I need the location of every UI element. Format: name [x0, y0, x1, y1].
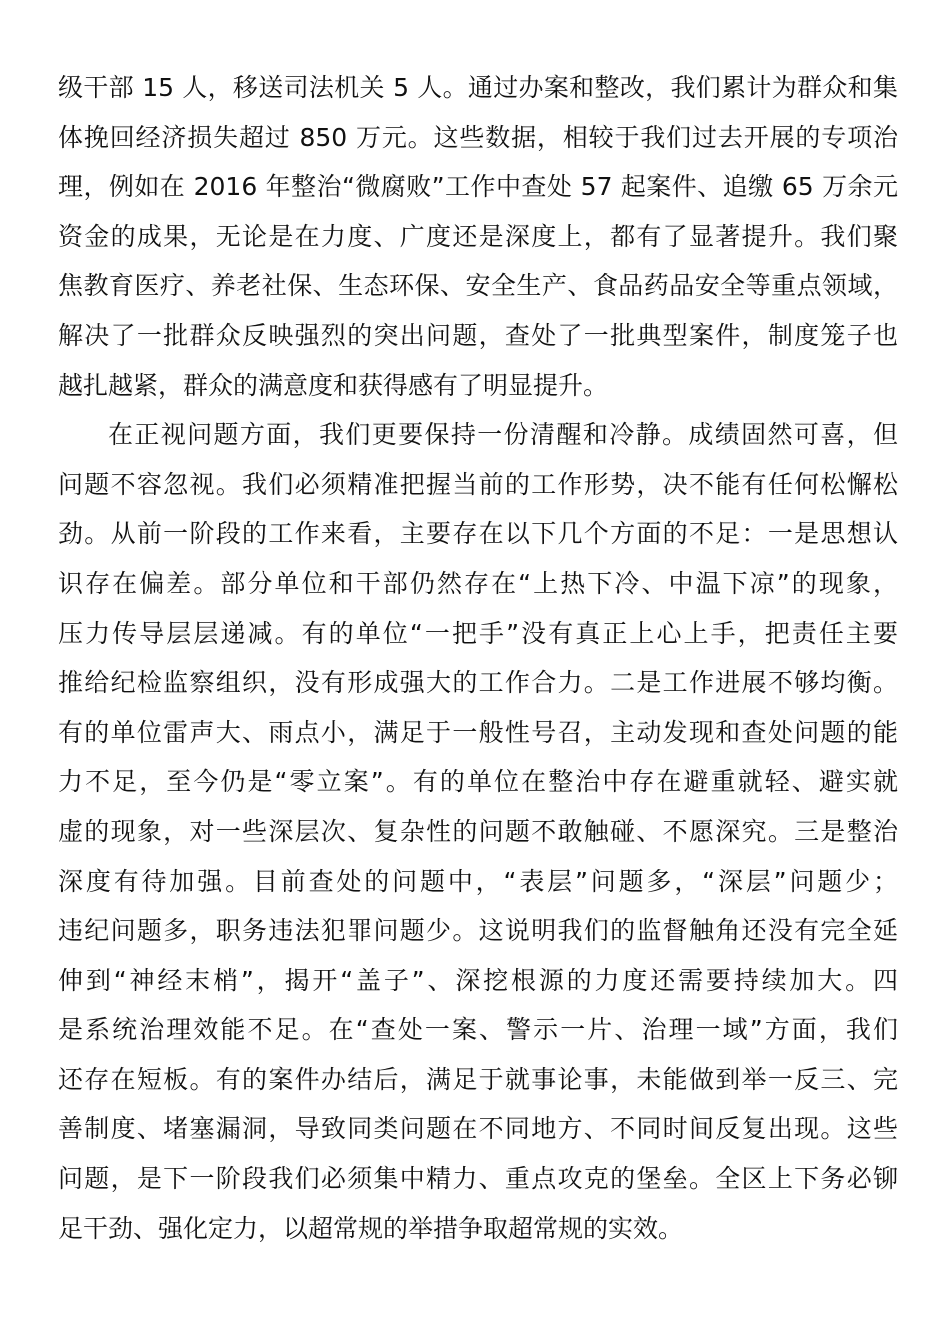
- text-line: 有的单位雷声大、雨点小，满足于一般性号召，主动发现和查处问题的能: [58, 717, 898, 747]
- text-line: 违纪问题多，职务违法犯罪问题少。这说明我们的监督触角还没有完全延: [58, 916, 898, 946]
- text-line: 解决了一批群众反映强烈的突出问题，查处了一批典型案件，制度笼子也: [58, 320, 898, 350]
- text-line: 深度有待加强。目前查处的问题中，“表层”问题多，“深层”问题少；: [58, 866, 898, 896]
- text-line: 善制度、堵塞漏洞，导致同类问题在不同地方、不同时间反复出现。这些: [58, 1114, 898, 1144]
- text-line: 越扎越紧，群众的满意度和获得感有了明显提升。: [58, 370, 609, 400]
- paragraph-1: [58, 63, 898, 410]
- text-line: 推给纪检监察组织，没有形成强大的工作合力。二是工作进展不够均衡。: [58, 668, 898, 698]
- text-line: 是系统治理效能不足。在“查处一案、警示一片、治理一域”方面，我们: [58, 1015, 898, 1045]
- text-line: 虚的现象，对一些深层次、复杂性的问题不敢触碰、不愿深究。三是整治: [58, 816, 898, 846]
- text-line: 压力传导层层递减。有的单位“一把手”没有真正上心上手，把责任主要: [58, 618, 898, 648]
- text-line: 识存在偏差。部分单位和干部仍然存在“上热下冷、中温下凉”的现象，: [58, 568, 898, 598]
- body-text: [58, 63, 898, 1253]
- text-line: 力不足，至今仍是“零立案”。有的单位在整治中存在避重就轻、避实就: [58, 767, 898, 797]
- text-line: 理，例如在 2016 年整治“微腐败”工作中查处 57 起案件、追缴 65 万余元: [58, 172, 898, 202]
- text-line: 足干劲、强化定力，以超常规的举措争取超常规的实效。: [58, 1213, 684, 1243]
- text-line: 劲。从前一阶段的工作来看，主要存在以下几个方面的不足：一是思想认: [58, 519, 898, 549]
- text-line: 级干部 15 人，移送司法机关 5 人。通过办案和整改，我们累计为群众和集: [58, 73, 898, 102]
- text-line: 焦教育医疗、养老社保、生态环保、安全生产、食品药品安全等重点领域，: [58, 271, 898, 301]
- text-line: 体挽回经济损失超过 850 万元。这些数据，相较于我们过去开展的专项治: [58, 122, 898, 152]
- text-line: 问题不容忽视。我们必须精准把握当前的工作形势，决不能有任何松懈松: [58, 469, 898, 499]
- text-line: 资金的成果，无论是在力度、广度还是深度上，都有了显著提升。我们聚: [58, 221, 898, 251]
- text-line: 问题，是下一阶段我们必须集中精力、重点攻克的堡垒。全区上下务必铆: [58, 1164, 898, 1194]
- paragraph-2: [58, 410, 898, 1253]
- text-line: 伸到“神经末梢”，揭开“盖子”、深挖根源的力度还需要持续加大。四: [58, 965, 898, 995]
- text-line: 在正视问题方面，我们更要保持一份清醒和冷静。成绩固然可喜，但: [108, 420, 898, 450]
- text-line: 还存在短板。有的案件办结后，满足于就事论事，未能做到举一反三、完: [58, 1064, 898, 1094]
